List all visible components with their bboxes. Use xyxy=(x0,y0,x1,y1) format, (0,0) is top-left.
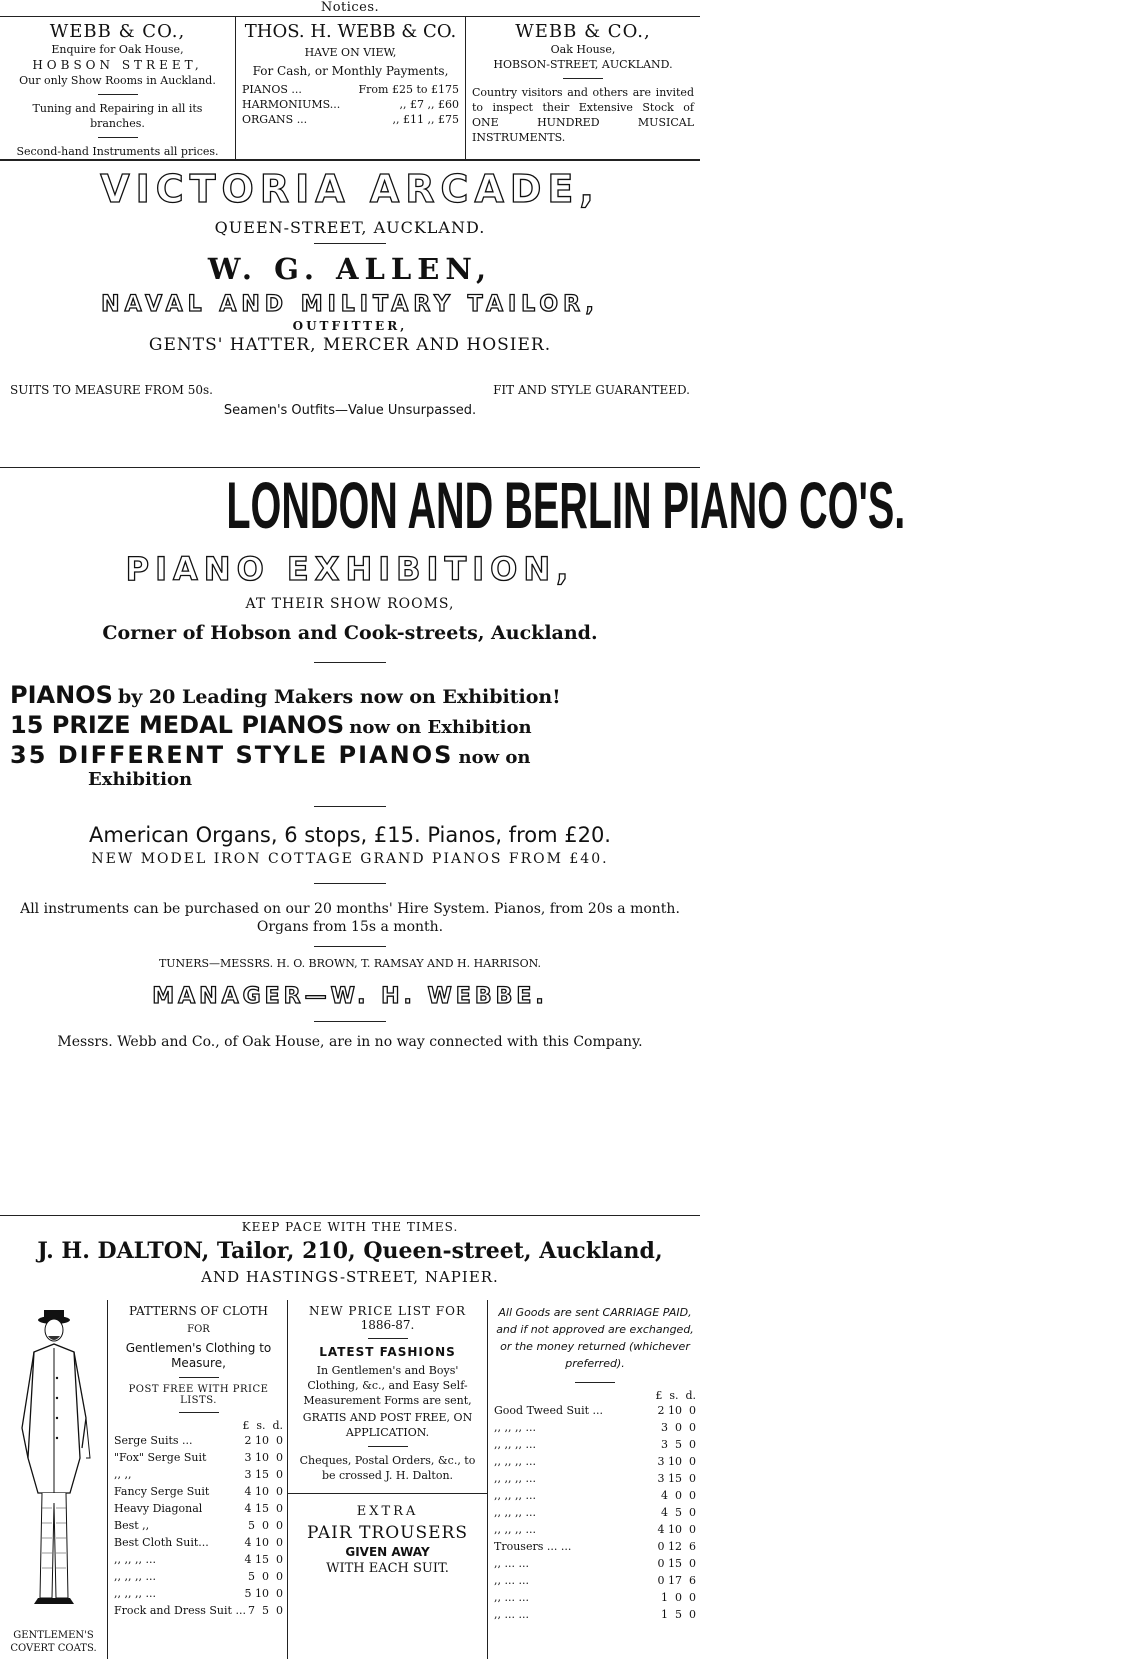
top-ads-row xyxy=(0,16,700,161)
divider xyxy=(179,1412,219,1413)
piano-line2b: now on Exhibition xyxy=(349,717,532,738)
piano-ad xyxy=(0,468,906,1212)
latest-body: In Gentlemen's and Boys' Clothing, &c., and Easy Self-Measurement Forms are sent, xyxy=(303,1364,472,1407)
price-item: Heavy Diagonal xyxy=(114,1502,203,1515)
dalton-ad xyxy=(0,1220,700,1659)
price-item: PIANOS ... xyxy=(242,83,302,96)
patterns-line4: POST FREE WITH PRICE LISTS. xyxy=(128,1384,269,1406)
price-item: ,, ,, ,, ... xyxy=(494,1523,536,1536)
piano-exhibition: PIANO EXHIBITION, xyxy=(125,550,575,588)
lsd-header: £ s. d. xyxy=(242,1419,283,1432)
victoria-arcade-ad xyxy=(0,160,700,460)
price-item: ,, ,, ,, ... xyxy=(114,1570,156,1583)
allen-seamen: Seamen's Outfits—Value Unsurpassed. xyxy=(223,403,477,418)
cheques: Cheques, Postal Orders, &c., to be crossed J. H. Dalton. xyxy=(299,1454,476,1482)
lsd-header: £ s. d. xyxy=(655,1389,696,1402)
webb-right-ad xyxy=(466,17,700,159)
divider xyxy=(314,1021,386,1022)
webb-left-line4: Tuning and Repairing in all its branches. xyxy=(32,102,203,130)
divider xyxy=(575,1382,615,1383)
price-value: 3 15 0 xyxy=(244,1468,283,1481)
dalton-columns xyxy=(0,1300,700,1659)
thos-webb-ad xyxy=(236,17,466,159)
price-item: ,, ,, xyxy=(114,1468,132,1481)
price-value: 3 5 0 xyxy=(661,1438,696,1451)
price-item: ,, ,, ,, ... xyxy=(494,1489,536,1502)
divider xyxy=(314,883,386,884)
price-row xyxy=(114,1466,283,1483)
price-value: From £25 to £175 xyxy=(358,83,459,96)
divider xyxy=(314,946,386,947)
price-value: 1 5 0 xyxy=(661,1608,696,1621)
pair-trousers: PAIR TROUSERS xyxy=(307,1523,468,1543)
price-value: ,, £11 ,, £75 xyxy=(392,113,459,126)
piano-line3c: Exhibition xyxy=(88,769,193,790)
price-item: Frock and Dress Suit ... xyxy=(114,1604,246,1617)
price-row xyxy=(114,1449,283,1466)
patterns-line2: FOR xyxy=(187,1324,210,1335)
caption-line2: COVERT COATS. xyxy=(10,1643,97,1654)
divider xyxy=(179,1377,219,1378)
piano-line3b: now on xyxy=(458,747,531,768)
price-value: 5 0 0 xyxy=(248,1519,283,1532)
col4-price-list xyxy=(494,1402,696,1623)
price-row xyxy=(494,1521,696,1538)
price-value: 4 15 0 xyxy=(244,1502,283,1515)
divider xyxy=(314,243,386,244)
all-goods: All Goods are sent CARRIAGE PAID, and if not approved are exchanged, or the money returned (whichever preferred). xyxy=(496,1306,694,1370)
piano-tuners: TUNERS—MESSRS. H. O. BROWN, T. RAMSAY AND H. HARRISON. xyxy=(158,957,542,970)
thos-webb-line1: HAVE ON VIEW, xyxy=(304,46,397,59)
webb-right-name: WEBB & CO., xyxy=(515,21,651,42)
price-value: 4 0 0 xyxy=(661,1489,696,1502)
gentleman-illustration xyxy=(4,1308,104,1613)
price-row xyxy=(114,1500,283,1517)
price-value: 4 10 0 xyxy=(657,1523,696,1536)
price-item: ,, ... ... xyxy=(494,1608,529,1621)
price-row xyxy=(114,1568,283,1585)
piano-line3a: 35 DIFFERENT STYLE PIANOS xyxy=(10,741,454,769)
price-value: 0 17 6 xyxy=(657,1574,696,1587)
price-row xyxy=(494,1487,696,1504)
price-row xyxy=(114,1483,283,1500)
price-row xyxy=(494,1402,696,1419)
col2-price-list xyxy=(114,1432,283,1619)
price-value: ,, £7 ,, £60 xyxy=(399,98,459,111)
price-item: Fancy Serge Suit xyxy=(114,1485,210,1498)
dalton-napier: AND HASTINGS-STREET, NAPIER. xyxy=(201,1268,499,1286)
price-value: 3 15 0 xyxy=(657,1472,696,1485)
divider xyxy=(368,1446,408,1447)
price-item: Good Tweed Suit ... xyxy=(494,1404,604,1417)
extra: EXTRA xyxy=(356,1504,419,1519)
allen-trade: NAVAL AND MILITARY TAILOR, xyxy=(101,292,599,317)
dalton-patterns-col xyxy=(108,1300,288,1659)
price-row xyxy=(494,1538,696,1555)
thos-webb-name: THOS. H. WEBB & CO. xyxy=(244,21,457,42)
price-row xyxy=(494,1470,696,1487)
price-row xyxy=(114,1551,283,1568)
webb-left-line2: HOBSON STREET, xyxy=(32,58,203,72)
given-away: GIVEN AWAY xyxy=(345,1545,430,1559)
webb-left-line5: Second-hand Instruments all prices. xyxy=(16,145,219,158)
price-item: ,, ,, ,, ... xyxy=(114,1553,156,1566)
price-item: ,, ,, ,, ... xyxy=(494,1506,536,1519)
figure-caption xyxy=(0,1629,107,1655)
price-item: HARMONIUMS... xyxy=(242,98,341,111)
newprice-line2: 1886-87. xyxy=(360,1318,415,1332)
latest-fashions: LATEST FASHIONS xyxy=(319,1345,456,1359)
price-item: ,, ... ... xyxy=(494,1591,529,1604)
price-row xyxy=(494,1419,696,1436)
price-value: 3 0 0 xyxy=(661,1421,696,1434)
dalton-keep: KEEP PACE WITH THE TIMES. xyxy=(241,1220,459,1234)
price-item: Serge Suits ... xyxy=(114,1434,193,1447)
webb-left-line1: Enquire for Oak House, xyxy=(51,43,184,56)
price-value: 0 15 0 xyxy=(657,1557,696,1570)
price-row xyxy=(494,1572,696,1589)
price-value: 2 10 0 xyxy=(657,1404,696,1417)
piano-hire: All instruments can be purchased on our 20 months' Hire System. Pianos, from 20s a month. Organs from 15s a month. xyxy=(20,901,680,935)
divider xyxy=(288,1493,487,1494)
patterns-line3: Gentlemen's Clothing to Measure, xyxy=(125,1341,272,1370)
piano-line1 xyxy=(0,681,700,709)
price-value: 3 10 0 xyxy=(657,1455,696,1468)
price-row xyxy=(114,1602,283,1619)
price-value: 4 10 0 xyxy=(244,1536,283,1549)
thos-webb-line2: For Cash, or Monthly Payments, xyxy=(252,64,449,78)
victoria-address: QUEEN-STREET, AUCKLAND. xyxy=(214,218,486,237)
price-item: Trousers ... ... xyxy=(494,1540,572,1553)
price-row xyxy=(494,1504,696,1521)
piano-line2a: 15 PRIZE MEDAL PIANOS xyxy=(10,711,345,739)
victoria-title: VICTORIA ARCADE, xyxy=(100,167,600,211)
divider xyxy=(98,94,138,95)
piano-disclaimer: Messrs. Webb and Co., of Oak House, are in no way connected with this Company. xyxy=(57,1034,643,1050)
price-row xyxy=(114,1585,283,1602)
price-value: 4 15 0 xyxy=(244,1553,283,1566)
price-item: ,, ,, ,, ... xyxy=(114,1587,156,1600)
price-row xyxy=(494,1606,696,1623)
webb-left-ad xyxy=(0,17,236,159)
price-value: 5 10 0 xyxy=(244,1587,283,1600)
price-item: ,, ,, ,, ... xyxy=(494,1455,536,1468)
price-row xyxy=(494,1436,696,1453)
price-row xyxy=(114,1534,283,1551)
piano-manager: MANAGER—W. H. WEBBE. xyxy=(152,984,548,1009)
price-row xyxy=(242,97,459,112)
gratis: GRATIS AND POST FREE, ON APPLICATION. xyxy=(302,1411,473,1439)
divider xyxy=(563,78,603,79)
price-item: ,, ... ... xyxy=(494,1557,529,1570)
price-value: 4 5 0 xyxy=(661,1506,696,1519)
price-item: Best ,, xyxy=(114,1519,150,1532)
price-value: 3 10 0 xyxy=(244,1451,283,1464)
price-row xyxy=(494,1453,696,1470)
price-value: 0 12 6 xyxy=(657,1540,696,1553)
piano-line3 xyxy=(0,741,700,769)
price-row xyxy=(242,82,459,97)
piano-organs: American Organs, 6 stops, £15. Pianos, from £20. xyxy=(89,823,611,847)
divider xyxy=(314,806,386,807)
price-item: ,, ,, ,, ... xyxy=(494,1421,536,1434)
allen-fit: FIT AND STYLE GUARANTEED. xyxy=(493,383,690,397)
allen-suits: SUITS TO MEASURE FROM 50s. xyxy=(10,383,213,397)
price-item: Best Cloth Suit... xyxy=(114,1536,209,1549)
webb-right-body: Country visitors and others are invited to inspect their Extensive Stock of ONE HUNDRED MUSICAL INSTRUMENTS. xyxy=(472,86,694,144)
price-row xyxy=(114,1432,283,1449)
piano-showrooms: AT THEIR SHOW ROOMS, xyxy=(245,596,455,612)
dalton-pricelist-col xyxy=(288,1300,488,1659)
page-header: Notices. xyxy=(320,0,380,15)
price-item: ,, ,, ,, ... xyxy=(494,1438,536,1451)
piano-model: NEW MODEL IRON COTTAGE GRAND PIANOS FROM £40. xyxy=(91,851,609,867)
price-value: 5 0 0 xyxy=(248,1570,283,1583)
section-divider xyxy=(0,1215,700,1216)
piano-title: LONDON AND BERLIN PIANO CO'S. xyxy=(226,468,906,542)
piano-line2 xyxy=(0,711,700,739)
price-value: 1 0 0 xyxy=(661,1591,696,1604)
price-row xyxy=(494,1589,696,1606)
price-value: 7 5 0 xyxy=(248,1604,283,1617)
divider xyxy=(314,662,386,663)
with-each-suit: WITH EACH SUIT. xyxy=(326,1561,449,1576)
divider xyxy=(98,137,138,138)
allen-outfitter: OUTFITTER, xyxy=(292,319,408,333)
price-item: ORGANS ... xyxy=(242,113,308,126)
patterns-line1: PATTERNS OF CLOTH xyxy=(129,1304,268,1318)
piano-line1a: PIANOS xyxy=(10,681,113,709)
dalton-figure-col xyxy=(0,1300,108,1659)
price-item: ,, ,, ,, ... xyxy=(494,1472,536,1485)
dalton-name: J. H. DALTON, Tailor, 210, Queen-street, Auckland, xyxy=(37,1238,663,1264)
thos-webb-price-list xyxy=(242,82,459,127)
webb-right-line1: Oak House, xyxy=(550,43,616,56)
price-row xyxy=(114,1517,283,1534)
price-row xyxy=(494,1555,696,1572)
piano-title-wrap xyxy=(0,468,906,542)
webb-left-line3: Our only Show Rooms in Auckland. xyxy=(19,74,216,87)
webb-right-line2: HOBSON-STREET, AUCKLAND. xyxy=(493,58,673,71)
allen-name: W. G. ALLEN, xyxy=(207,252,493,286)
piano-corner: Corner of Hobson and Cook-streets, Auckland. xyxy=(102,622,598,644)
piano-line1b: by 20 Leading Makers now on Exhibition! xyxy=(117,686,561,708)
dalton-goods-col xyxy=(488,1300,700,1659)
caption-line1: GENTLEMEN'S xyxy=(13,1630,94,1641)
price-item: ,, ... ... xyxy=(494,1574,529,1587)
price-value: 4 10 0 xyxy=(244,1485,283,1498)
allen-line: GENTS' HATTER, MERCER AND HOSIER. xyxy=(148,335,552,355)
price-item: "Fox" Serge Suit xyxy=(114,1451,207,1464)
price-value: 2 10 0 xyxy=(244,1434,283,1447)
newprice-line1: NEW PRICE LIST FOR xyxy=(309,1304,466,1318)
price-row xyxy=(242,112,459,127)
allen-terms xyxy=(0,383,700,397)
divider xyxy=(368,1338,408,1339)
webb-left-name: WEBB & CO., xyxy=(49,21,186,42)
